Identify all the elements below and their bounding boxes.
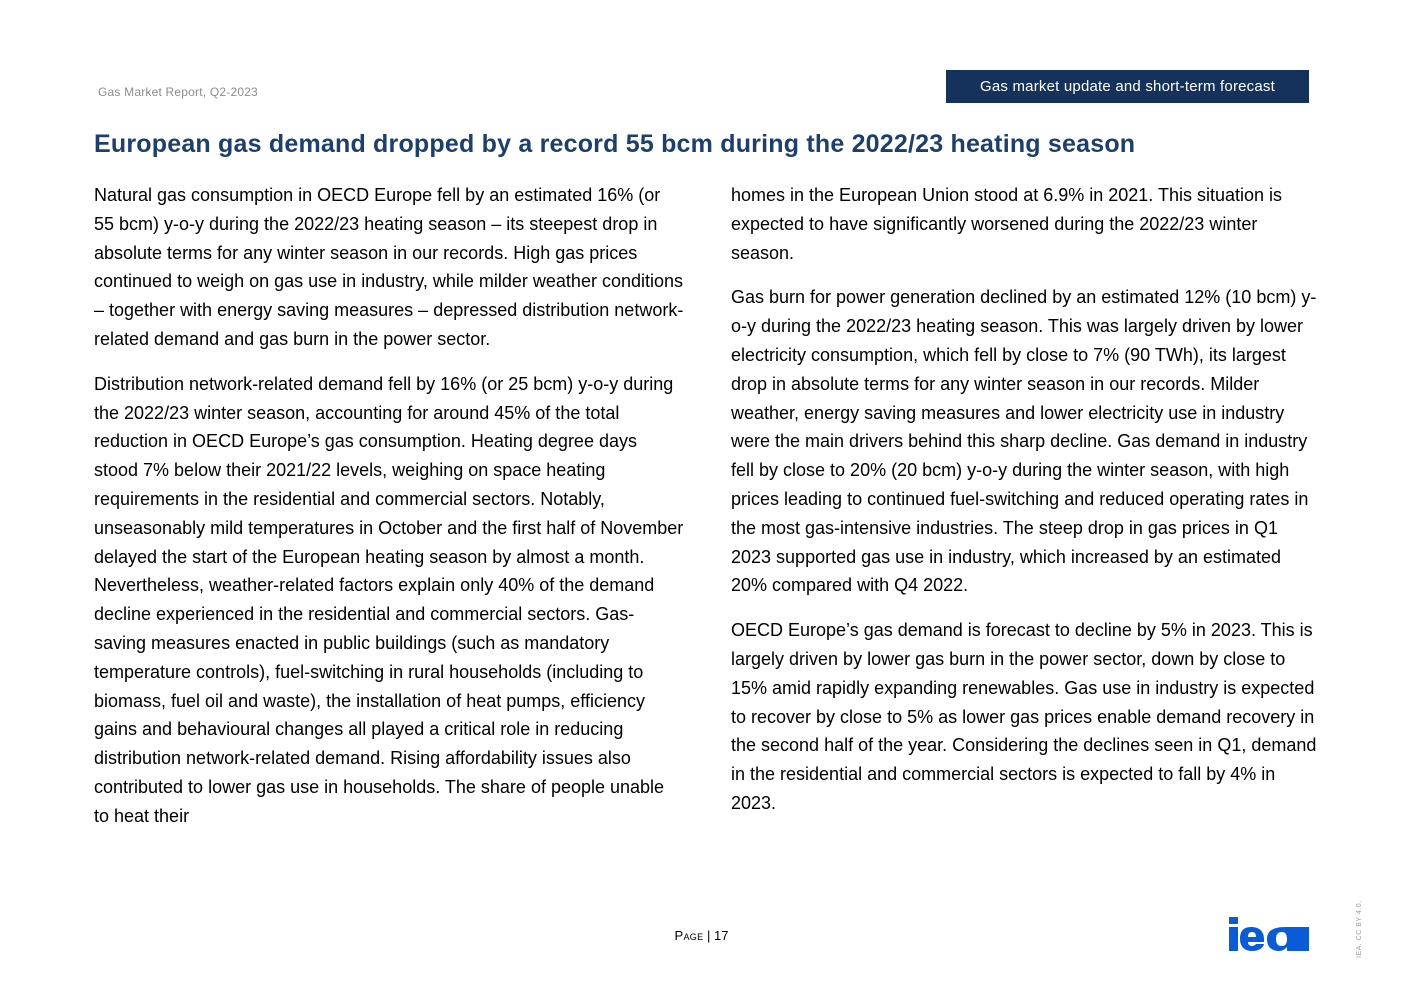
page-number-value: 17: [714, 928, 729, 943]
logo-a: [1267, 927, 1309, 951]
paragraph: Gas burn for power generation declined by an estimated 12% (10 bcm) y-o-y during the 2022/23 heating season. This was largely driven by lower electricity consumption, which fell by close to 7% (90 TWh), its largest drop in absolute terms for any winter season in our records. Milder weather, energy saving measures and lower electricity use in industry were the main drivers behind this sharp decline. Gas demand in industry fell by close to 20% (20 bcm) y-o-y during the winter season, with high prices leading to continued fuel-switching and reduced operating rates in the most gas-intensive industries. The steep drop in gas prices in Q1 2023 supported gas use in industry, which increased by an estimated 20% compared with Q4 2022.: [731, 287, 1317, 596]
paragraph: Distribution network-related demand fell by 16% (or 25 bcm) y-o-y during the 2022/23 winter season, accounting for around 45% of the total reduction in OECD Europe’s gas consumption. Heating degree days stood 7% below their 2021/22 levels, weighing on space heating requirements in the residential and commercial sectors. Notably, unseasonably mild temperatures in October and the first half of November delayed the start of the European heating season by almost a month. Nevertheless, weather-related factors explain only 40% of the demand decline experienced in the residential and commercial sectors. Gas-saving measures enacted in public buildings (such as mandatory temperature controls), fuel-switching in rural households (including to biomass, fuel oil and waste), the installation of heat pumps, efficiency gains and behavioural changes all played a critical role in reducing distribution network-related demand. Rising affordability issues also contributed to lower gas use in households. The share of people unable to heat their: [94, 373, 684, 826]
page-number: [0, 928, 1403, 943]
page-title: European gas demand dropped by a record 55 bcm during the 2022/23 heating season: [94, 130, 1136, 158]
logo-e: [1240, 927, 1264, 951]
right-column: [731, 181, 1321, 834]
logo-i-stem: [1229, 927, 1238, 951]
page-label: Page: [674, 928, 704, 943]
paragraph: OECD Europe’s gas demand is forecast to decline by 5% in 2023. This is largely driven by lower gas burn in the power sector, down by close to 15% amid rapidly expanding renewables. Gas use in industry is expected to recover by close to 5% as lower gas prices enable demand recovery in the second half of the year. Considering the declines seen in Q1, demand in the residential and commercial sectors is expected to fall by 4% in 2023.: [731, 620, 1317, 813]
section-badge: Gas market update and short-term forecast: [946, 70, 1309, 103]
license-credit: IEA. CC BY 4.0.: [1356, 900, 1363, 958]
paragraph: Natural gas consumption in OECD Europe fell by an estimated 16% (or 55 bcm) y-o-y during the 2022/23 heating season – its steepest drop in absolute terms for any winter season in our records. High gas prices continued to weigh on gas use in industry, while milder weather conditions – together with energy saving measures – depressed distribution network-related demand and gas burn in the power sector.: [94, 185, 684, 349]
logo-i-dot: [1229, 917, 1238, 924]
paragraph: homes in the European Union stood at 6.9% in 2021. This situation is expected to have significantly worsened during the 2022/23 winter season.: [731, 185, 1283, 263]
iea-logo: [1229, 916, 1309, 952]
page-separator: |: [707, 928, 711, 943]
report-name: Gas Market Report, Q2-2023: [98, 85, 258, 99]
left-column: [94, 181, 684, 847]
